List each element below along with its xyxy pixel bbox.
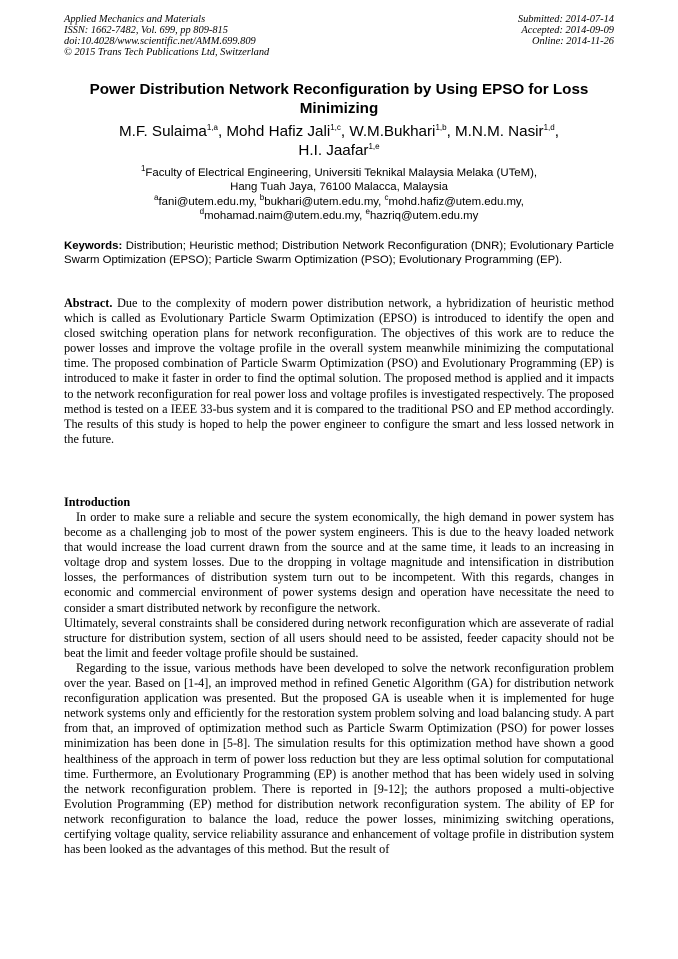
author: M.F. Sulaima$^{1,a}$, — [119, 122, 227, 140]
submitted-date: Submitted: 2014-07-14 — [517, 14, 614, 25]
email-link[interactable]: $^c$mohd.hafiz@utem.edu.my — [384, 192, 521, 208]
copyright-line: © 2015 Trans Tech Publications Ltd, Switzerland — [64, 47, 270, 58]
accepted-date: Accepted: 2014-09-09 — [521, 25, 614, 36]
affiliation-line-1: $^1$Faculty of Electrical Engineering, Universiti Teknikal Malaysia Melaka (UTeM), — [140, 164, 538, 179]
affiliation-line-2: Hang Tuah Jaya, 76100 Malacca, Malaysia — [230, 181, 448, 194]
paragraph: In order to make sure a reliable and secure the system economically, the high demand in power system has become as a challenging job to most of the power system engineers. This is due to the heavy loaded network that would increase the load current drawn from the source and at the same time, it leads to an increasing in voltage drop and system losses. Due to the dropping in voltage magnitude and intensification in distribution losses, the performances of distribution system turn out to be incompetent. With this regards, changes in economic and commercial environment of power systems design and operation have necessitate the need to consider a smart distributed network by reconfigure the network. — [64, 510, 614, 615]
keywords-text: Distribution; Heuristic method; Distribution Network Reconfiguration (DNR); Evolutionary Particle Swarm Optimization (EPSO); Particle Swarm Optimization (PSO); Evolutionary Programming (EP). — [64, 240, 614, 267]
online-date: Online: 2014-11-26 — [531, 36, 614, 47]
email-link[interactable]: $^a$fani@utem.edu.my — [154, 192, 254, 208]
abstract-text: Due to the complexity of modern power distribution network, a hybridization of heuristic method which is called as Evolutionary Particle Swarm Optimization (EPSO) is introduced to identify the open and closed switching operation plans for network reconfiguration. The objectives of this work are to reduce the power losses and improve the voltage profile in the overall system meanwhile minimizing the computational time. The proposed combination of Particle Swarm Optimization (PSO) and Evolutionary Programming (EP) is introduced to make it faster in order to find the optimal solution. The proposed method is applied and it impacts to the network reconfiguration for real power loss and voltage profiles is investigated respectively. The proposed method is tested on a IEEE 33-bus system and it is compared to the traditional PSO and EP method accordingly. The results of this study is hoped to help the power engineer to configure the smart and less lossed network in the future. — [64, 296, 614, 446]
email-line-1: $^a$fani@utem.edu.my, $^b$bukhari@utem.edu.my, $^c$mohd.hafiz@utem.edu.my, — [154, 192, 524, 208]
author: W.M.Bukhari$^{1,b}$, — [349, 122, 456, 140]
paragraph: Ultimately, several constraints shall be considered during network reconfiguration which are asseverate of radial structure for distribution system, section of all users should need to be assisted, feeder capacity should not be beat the limit and feeder voltage profile should be sustained. — [64, 615, 614, 660]
paragraph: Regarding to the issue, various methods have been developed to solve the network reconfiguration problem over the year. Based on [1-4], an improved method in refined Genetic Algorithm (GA) for distribution network reconfiguration application was presented. But the proposed GA is useable when it is implemented for huge network systems only and efficiently for the restoration system problem solving and load balancing study. A part from that, an improved of optimization method such as Particle Swarm Optimization (PSO) for power losses minimization has been done in [5-8]. The simulation results for this optimization method have shown a good healthiness of the approach in term of power loss reduction but they are less optimal solution for computational time. Furthermore, an Evolutionary Programming (EP) is another method that has been widely used in solving the network reconfiguration problem. There is reported in [9-12]; the authors proposed a multi-objective Evolution Programming (EP) method for distribution network reconfiguration system. The ability of EP for network reconfiguration to balance the load, reduce the power losses, minimizing switching operations, certifying voltage quality, service reliability assurance and enhancement of voltage profile in distribution system has been looked as the advantages of this method. But the result of — [64, 660, 614, 857]
introduction-body — [64, 510, 614, 857]
keywords-section — [64, 239, 614, 267]
email-link[interactable]: $^b$bukhari@utem.edu.my — [259, 192, 379, 208]
affiliation — [64, 166, 614, 223]
author: M.N.M. Nasir$^{1,d}$, — [455, 122, 559, 140]
section-heading-introduction: Introduction — [64, 495, 131, 509]
keywords-label: Keywords: — [64, 240, 123, 252]
author-list — [64, 122, 614, 160]
journal-info — [64, 14, 269, 58]
issn-line: ISSN: 1662-7482, Vol. 699, pp 809-815 — [64, 25, 228, 36]
author: H.I. Jaafar$^{1,e}$ — [298, 141, 380, 159]
abstract-label: Abstract. — [64, 296, 113, 310]
abstract-section — [64, 296, 614, 447]
journal-name: Applied Mechanics and Materials — [64, 14, 206, 25]
paper-title: Power Distribution Network Reconfiguration by Using EPSO for Loss Minimizing — [89, 81, 589, 117]
email-line-2: $^d$mohamad.naim@utem.edu.my, $^e$hazriq@utem.edu.my — [199, 207, 479, 222]
doi-line: doi:10.4028/www.scientific.net/AMM.699.809 — [64, 36, 256, 47]
email-link[interactable]: $^e$hazriq@utem.edu.my — [365, 207, 479, 222]
publication-dates — [518, 14, 614, 47]
email-link[interactable]: $^d$mohamad.naim@utem.edu.my — [199, 207, 360, 222]
author: Mohd Hafiz Jali$^{1,c}$, — [226, 122, 350, 140]
